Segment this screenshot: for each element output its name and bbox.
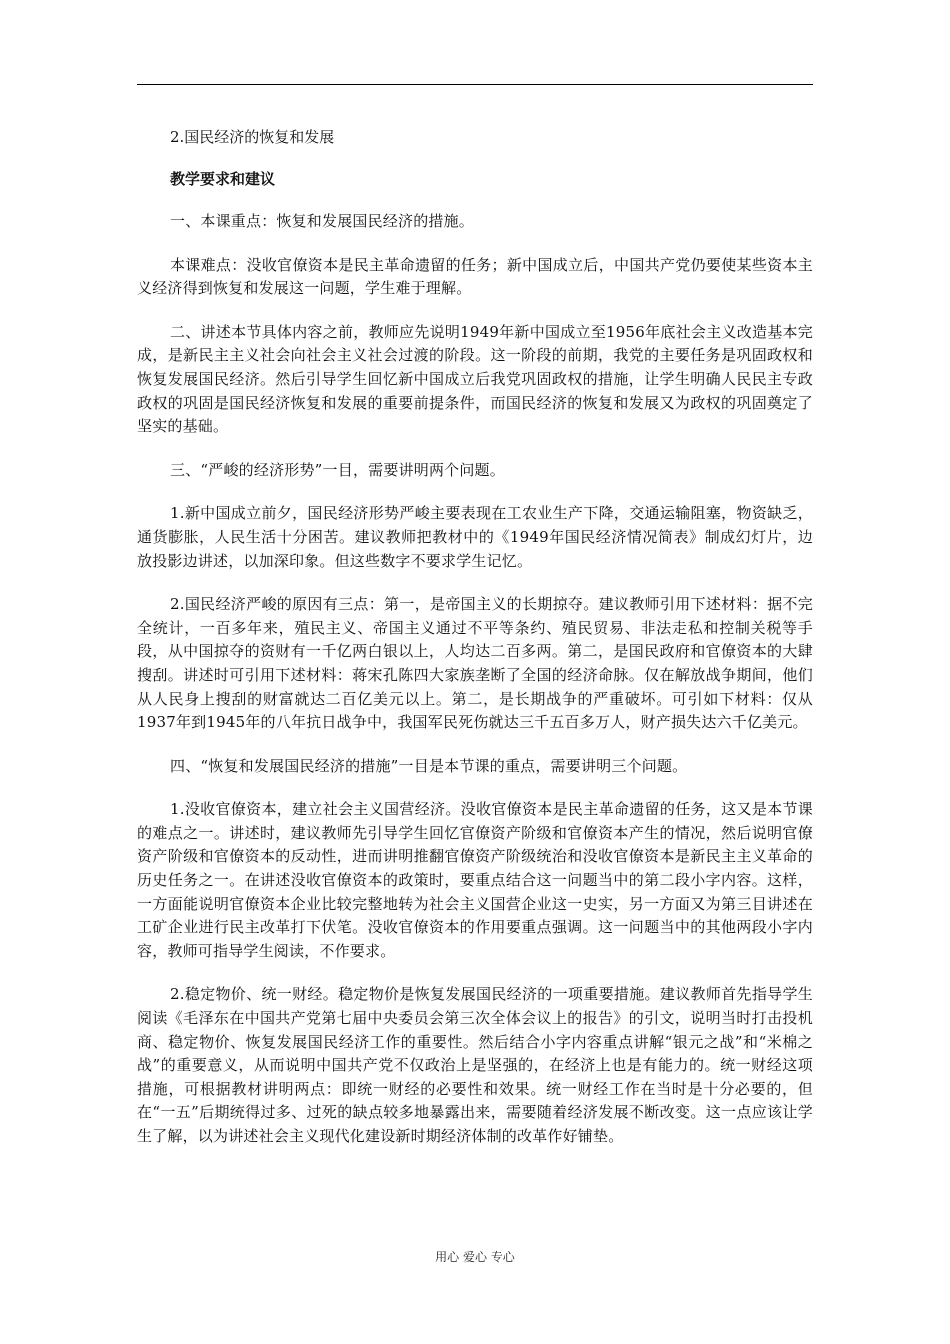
paragraph-key-point: 一、本课重点：恢复和发展国民经济的措施。 [170, 212, 475, 230]
paragraph-section-four: 四、“恢复和发展国民经济的措施”一目是本节课的重点，需要讲明三个问题。 [170, 756, 688, 775]
paragraph-confiscation: 1.没收官僚资本，建立社会主义国营经济。没收官僚资本是民主革命遗留的任务，这又是本节课的难点之一。讲述时，建议教师先引导学生回忆官僚资产阶级和官僚资本产生的情况，然后说明官僚资产阶级和官僚资本的反动性，进而讲明推翻官僚资产阶级统治和没收官僚资本是新民主主义革命的历史任务之一。在讲述没收官僚资本的政策时，要重点结合这一问题当中的第二段小字内容。这样，一方面能说明官僚资本企业比较完整地转为社会主义国营企业这一史实，另一方面又为第三目讲述在工矿企业进行民主改革打下伏笔。没收官僚资本的作用要重点强调。这一问题当中的其他两段小字内容，教师可指导学生阅读，不作要求。 [137, 800, 813, 960]
paragraph-difficulty: 本课难点：没收官僚资本是民主革命遗留的任务；新中国成立后，中国共产党仍要使某些资本主义经济得到恢复和发展这一问题，学生难于理解。 [137, 255, 813, 298]
section-title: 2.国民经济的恢复和发展 [170, 128, 335, 146]
document-body [137, 126, 813, 1169]
section-heading: 教学要求和建议 [170, 170, 276, 188]
paragraph-intro: 二、讲述本节具体内容之前，教师应先说明1949年新中国成立至1956年底社会主义改造基本完成，是新民主主义社会向社会主义社会过渡的阶段。这一阶段的前期，我党的主要任务是巩固政权和恢复发展国民经济。然后引导学生回忆新中国成立后我党巩固政权的措施，让学生明确人民民主专政政权的巩固是国民经济恢复和发展的重要前提条件，而国民经济的恢复和发展又为政权的巩固奠定了坚实的基础。 [137, 322, 813, 436]
paragraph-price-stability: 2.稳定物价、统一财经。稳定物价是恢复发展国民经济的一项重要措施。建议教师首先指导学生阅读《毛泽东在中国共产党第七届中央委员会第三次全体会议上的报告》的引文，说明当时打击投机商、稳定物价、恢复发展国民经济工作的重要性。然后结合小字内容重点讲解“银元之战”和“米棉之战”的重要意义，从而说明中国共产党不仅政治上是坚强的，在经济上也是有能力的。统一财经这项措施，可根据教材讲明两点：即统一财经的必要性和效果。统一财经工作在当时是十分必要的，但在“一五”后期统得过多、过死的缺点较多地暴露出来，需要随着经济发展不断改变。这一点应该让学生了解，以为讲述社会主义现代化建设新时期经济体制的改革作好铺垫。 [137, 985, 813, 1145]
paragraph-situation: 1.新中国成立前夕，国民经济形势严峻主要表现在工农业生产下降，交通运输阻塞，物资缺乏，通货膨胀，人民生活十分困苦。建议教师把教材中的《1949年国民经济情况简表》制成幻灯片，边放投影边讲述，以加深印象。但这些数字不要求学生记忆。 [137, 504, 813, 570]
paragraph-causes: 2.国民经济严峻的原因有三点：第一，是帝国主义的长期掠夺。建议教师引用下述材料：据不完全统计，一百多年来，殖民主义、帝国主义通过不平等条约、殖民贸易、非法走私和控制关税等手段，从中国掠夺的资财有一千亿两白银以上，人均达二百多两。第二，是国民政府和官僚资本的大肆搜刮。讲述时可引用下述材料：蒋宋孔陈四大家族垄断了全国的经济命脉。仅在解放战争期间，他们从人民身上搜刮的财富就达二百亿美元以上。第二，是长期战争的严重破坏。可引如下材料：仅从1937年到1945年的八年抗日战争中，我国军民死伤就达三千五百多万人，财产损失达六千亿美元。 [137, 595, 813, 732]
paragraph-section-three: 三、“严峻的经济形势”一目，需要讲明两个问题。 [170, 460, 505, 479]
page-footer: 用心 爱心 专心 [435, 1250, 515, 1264]
header-rule [137, 84, 813, 85]
